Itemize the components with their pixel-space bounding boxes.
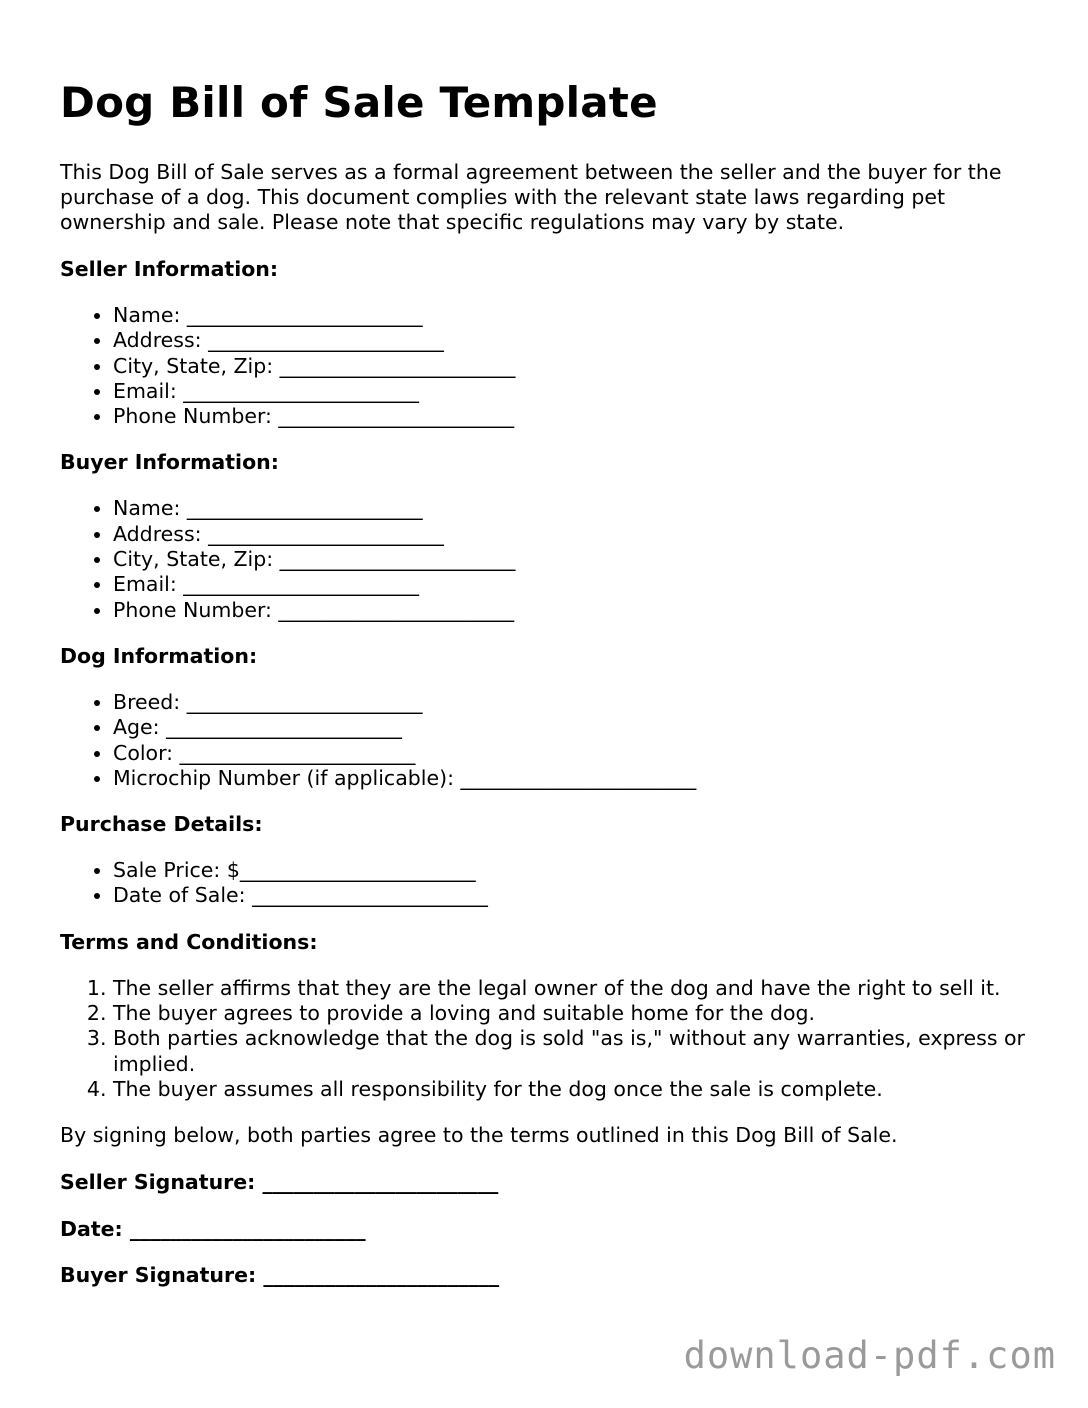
watermark: download-pdf.com xyxy=(683,1334,1056,1377)
term-item: 4. The buyer assumes all responsibility for the dog once the sale is complete. xyxy=(113,1077,1030,1102)
term-item: 2. The buyer agrees to provide a loving and suitable home for the dog. xyxy=(113,1001,1030,1026)
dog-heading: Dog Information: xyxy=(60,643,258,668)
buyer-email-field: • Email: _______________________ xyxy=(113,572,1030,597)
seller-heading: Seller Information: xyxy=(60,257,279,281)
seller-phone-field: • Phone Number: _______________________ xyxy=(113,404,1030,429)
sale-price-field: • Sale Price: $_______________________ xyxy=(113,858,1030,883)
document-page xyxy=(60,78,1030,1310)
dog-breed-field: • Breed: _______________________ xyxy=(113,690,1030,715)
signature-date-line: Date: _______________________ xyxy=(60,1216,366,1241)
purchase-fields xyxy=(60,858,1030,909)
dog-age-field: • Age: _______________________ xyxy=(113,715,1030,740)
dog-microchip-field: • Microchip Number (if applicable): _______________________ xyxy=(113,766,1030,791)
seller-address-field: • Address: _______________________ xyxy=(113,328,1030,353)
dog-color-field: • Color: _______________________ xyxy=(113,741,1030,766)
terms-heading: Terms and Conditions: xyxy=(60,929,318,954)
buyer-phone-field: • Phone Number: _______________________ xyxy=(113,598,1030,623)
buyer-fields xyxy=(60,496,1030,622)
seller-city-field: • City, State, Zip: _______________________ xyxy=(113,354,1030,379)
buyer-city-field: • City, State, Zip: _______________________ xyxy=(113,547,1030,572)
buyer-heading: Buyer Information: xyxy=(60,450,279,475)
dog-fields xyxy=(60,690,1030,791)
terms-list xyxy=(60,976,1030,1102)
sale-date-field: • Date of Sale: _______________________ xyxy=(113,883,1030,908)
document-title: Dog Bill of Sale Template xyxy=(60,78,658,127)
seller-signature-line: Seller Signature: _______________________ xyxy=(60,1170,499,1195)
seller-fields xyxy=(60,303,1030,429)
term-item: 1. The seller affirms that they are the legal owner of the dog and have the right to sell it. xyxy=(113,976,1030,1001)
intro-paragraph: This Dog Bill of Sale serves as a formal agreement between the seller and the buyer for the purchase of a dog. This document complies with the relevant state laws regarding pet ownership and sale. Please note that specific regulations may vary by state. xyxy=(60,160,1002,234)
buyer-name-field: • Name: _______________________ xyxy=(113,496,1030,521)
purchase-heading: Purchase Details: xyxy=(60,812,263,837)
term-item: 3. Both parties acknowledge that the dog is sold "as is," without any warranties, express or implied. xyxy=(113,1026,1030,1077)
seller-name-field: • Name: _______________________ xyxy=(113,303,1030,328)
buyer-signature-line: Buyer Signature: _______________________ xyxy=(60,1263,500,1288)
buyer-address-field: • Address: _______________________ xyxy=(113,522,1030,547)
seller-email-field: • Email: _______________________ xyxy=(113,379,1030,404)
closing-statement: By signing below, both parties agree to the terms outlined in this Dog Bill of Sale. xyxy=(60,1123,898,1148)
